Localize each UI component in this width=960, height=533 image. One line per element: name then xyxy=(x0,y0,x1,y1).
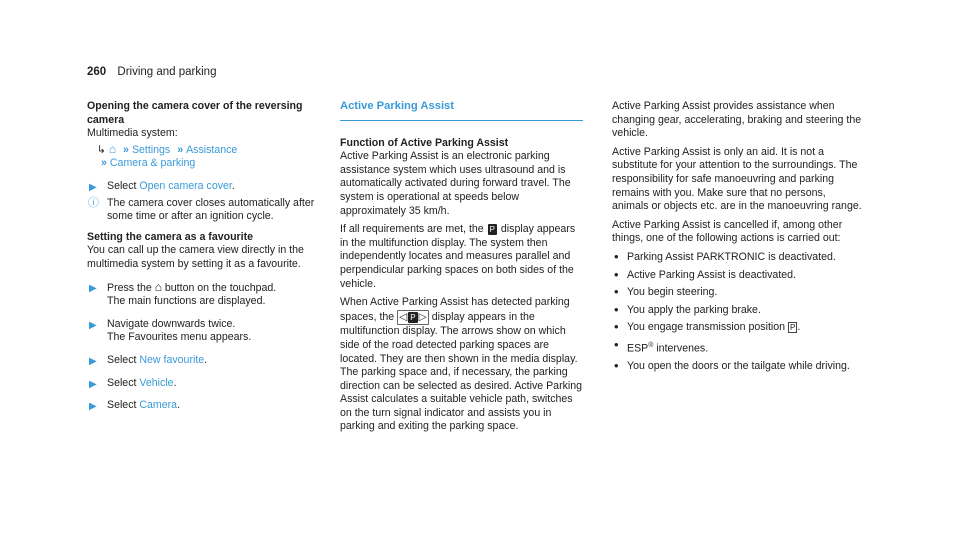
home-icon: ⌂ xyxy=(108,141,117,156)
column-right xyxy=(612,100,862,374)
text: display appears in the multifunction display. The system then independently locates and measures parallel and perpendicular parking spaces on both sides of the vehicle. xyxy=(340,223,576,290)
link-open-camera-cover: Open camera cover xyxy=(139,179,232,192)
paragraph-detected xyxy=(340,296,583,434)
list-item xyxy=(612,321,862,335)
bullet: • xyxy=(614,284,619,300)
column-middle xyxy=(340,100,583,434)
bullet: • xyxy=(614,248,619,264)
step-text: Select xyxy=(107,179,140,192)
chevron-right-icon: » xyxy=(123,143,129,156)
step-navigate-down xyxy=(87,318,332,345)
parking-symbol-icon: P xyxy=(489,225,495,235)
step-select-camera xyxy=(87,399,332,413)
item-text: ESP xyxy=(627,342,649,355)
step-text: Press the xyxy=(107,281,155,294)
step-text: . xyxy=(173,376,177,389)
bullet: • xyxy=(614,301,619,317)
info-note xyxy=(87,197,332,224)
text: When Active Parking Assist has detected parking spaces, the xyxy=(340,296,570,323)
step-text: . xyxy=(231,179,235,192)
step-result: The Favourites menu appears. xyxy=(107,331,252,344)
parking-symbol: P xyxy=(410,312,416,322)
chevron-right-icon: » xyxy=(101,157,107,170)
list-item xyxy=(612,301,862,318)
note-text: The camera cover closes automatically after some time or after an ignition cycle. xyxy=(107,196,315,223)
menu-path xyxy=(97,143,332,171)
favourite-text: You can call up the camera view directly in the multimedia system by setting it as a favourite. xyxy=(87,244,304,270)
step-text: . xyxy=(204,353,208,366)
step-select-open-cover xyxy=(87,180,332,194)
section-name: Driving and parking xyxy=(117,66,217,78)
list-item xyxy=(612,248,862,265)
paragraph-requirements xyxy=(340,223,583,291)
paragraph-assistance: Active Parking Assist provides assistance when changing gear, accelerating, braking and steering the vehicle. xyxy=(612,100,862,140)
home-icon: ⌂ xyxy=(154,279,162,294)
bullet: • xyxy=(614,319,619,335)
bullet: • xyxy=(614,358,619,374)
list-item xyxy=(612,286,862,300)
item-text: You engage transmission position xyxy=(627,321,788,334)
item-text: Active Parking Assist is deactivated. xyxy=(627,268,796,281)
step-arrow-icon: ▶ xyxy=(89,319,97,331)
step-text: button on the touchpad. xyxy=(161,281,277,294)
menu-camera-parking: Camera & parking xyxy=(109,157,196,170)
link-camera: Camera xyxy=(139,399,178,412)
paragraph-cancelled: Active Parking Assist is cancelled if, among other things, one of the following actions is carried out: xyxy=(612,218,843,245)
list-item xyxy=(612,336,862,356)
item-text: Parking Assist PARKTRONIC is deactivated. xyxy=(627,250,836,263)
item-text: intervenes. xyxy=(653,342,709,355)
step-press-home xyxy=(87,281,332,309)
item-text: You begin steering. xyxy=(627,286,718,299)
link-vehicle: Vehicle xyxy=(139,376,174,389)
text: display appears in the multifunction display. The arrows show on which side of the road detected parking spaces are located. They are then shown in the media display. The parking space and, if necessary, the parking direction can be selected as desired. Active Parking Assist calculates a suitable vehicle path, switches on the turn signal indicator and assists you in parking and exiting the parking space. xyxy=(340,310,583,433)
gear-p-icon: P xyxy=(789,323,796,333)
paragraph-aid: Active Parking Assist is only an aid. It is not a substitute for your attention to the surroundings. The responsibility for safe manoeuvring and parking remains with you. Make sure that no persons, animals or objects etc. are in the manoeuvring range. xyxy=(612,145,862,213)
step-select-new-favourite xyxy=(87,354,332,368)
step-text: Select xyxy=(107,353,140,366)
step-result: The main functions are displayed. xyxy=(107,295,266,308)
info-icon: ⓘ xyxy=(88,196,99,209)
heading-favourite: Setting the camera as a favourite xyxy=(87,230,254,243)
step-arrow-icon: ▶ xyxy=(89,401,97,413)
bullet: • xyxy=(614,336,619,352)
menu-settings: Settings xyxy=(131,143,171,156)
paragraph-intro: Active Parking Assist is an electronic parking assistance system which uses ultrasound and is automatically activated during forward travel. The system is operational at speeds below approximately 35 km/h. xyxy=(340,150,571,217)
step-text: Navigate downwards twice. xyxy=(107,317,236,330)
menu-assistance: Assistance xyxy=(186,143,238,156)
heading-function: Function of Active Parking Assist xyxy=(340,136,509,149)
heading-open-camera-cover: Opening the camera cover of the reversing camera xyxy=(87,100,303,126)
page-number: 260 xyxy=(87,66,107,78)
step-text: . xyxy=(177,399,181,412)
step-select-vehicle xyxy=(87,377,332,391)
item-text: You apply the parking brake. xyxy=(627,303,761,316)
step-arrow-icon: ▶ xyxy=(89,355,97,367)
parking-arrows-icon: ◁ P ▷ xyxy=(397,310,429,326)
path-arrow-icon: ↳ xyxy=(97,143,106,156)
bullet: • xyxy=(614,266,619,282)
system-label: Multimedia system: xyxy=(87,127,178,140)
item-text: You open the doors or the tailgate while driving. xyxy=(627,360,850,373)
list-item xyxy=(612,360,862,374)
step-arrow-icon: ▶ xyxy=(89,282,97,294)
text: If all requirements are met, the xyxy=(340,223,487,236)
step-text: Select xyxy=(107,376,140,389)
page-header xyxy=(87,66,216,78)
cancel-conditions-list xyxy=(612,248,862,374)
item-text: . xyxy=(797,321,801,334)
step-arrow-icon: ▶ xyxy=(89,378,97,390)
section-title: Active Parking Assist xyxy=(340,100,583,121)
chevron-right-icon: » xyxy=(177,143,184,156)
link-new-favourite: New favourite xyxy=(139,353,205,366)
step-text: Select xyxy=(107,399,140,412)
registered-mark: ® xyxy=(648,341,654,349)
column-left xyxy=(87,100,332,413)
step-arrow-icon: ▶ xyxy=(89,181,97,193)
list-item xyxy=(612,266,862,283)
